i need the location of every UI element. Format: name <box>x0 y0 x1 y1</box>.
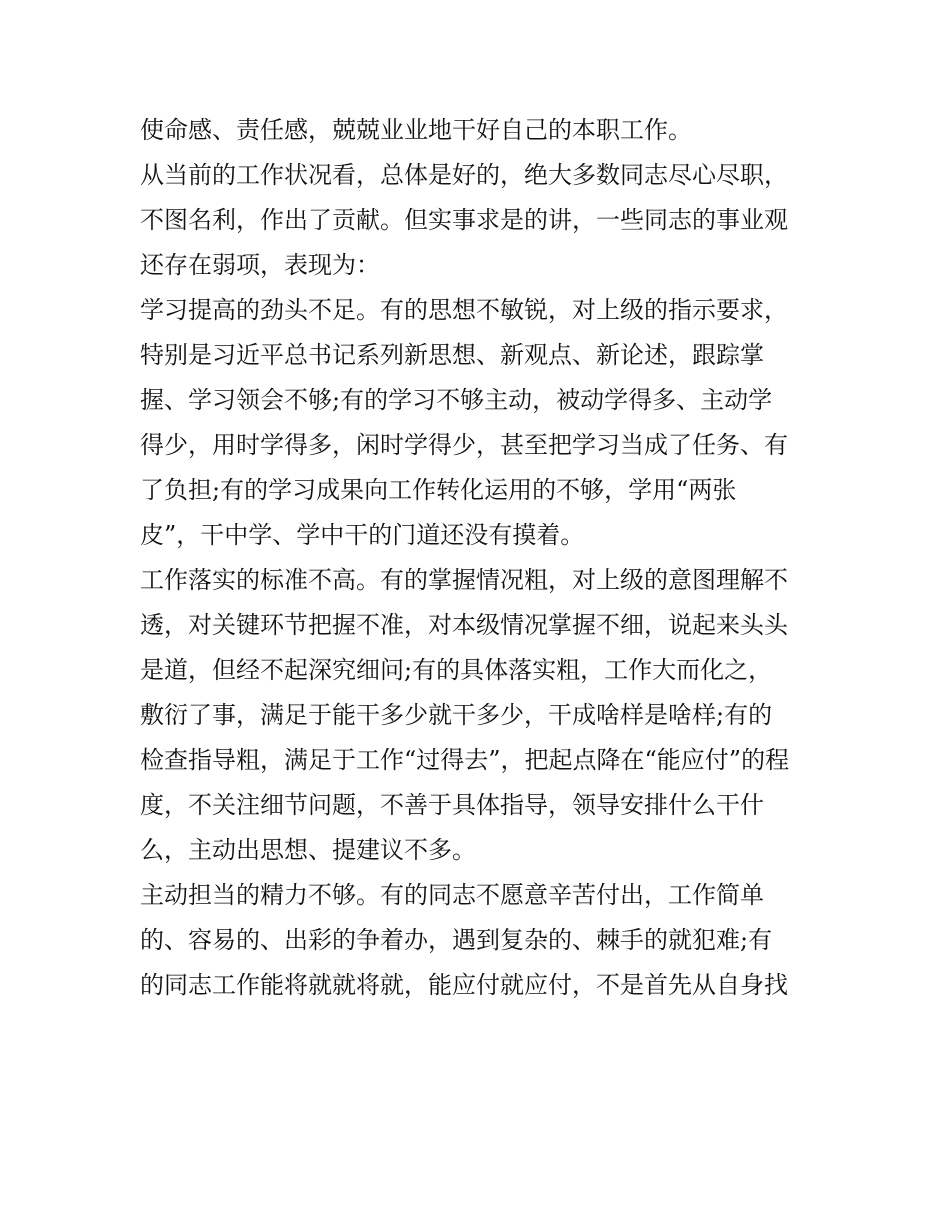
text-line: 么，主动出思想、提建议不多。 <box>140 836 476 864</box>
text-line: 工作落实的标准不高。有的掌握情况粗，对上级的意图理解不 <box>140 566 788 594</box>
text-line: 特别是习近平总书记系列新思想、新观点、新论述，跟踪掌 <box>140 341 764 369</box>
text-line: 透，对关键环节把握不准，对本级情况掌握不细，说起来头头 <box>140 611 788 639</box>
text-line: 主动担当的精力不够。有的同志不愿意辛苦付出，工作简单 <box>140 881 764 909</box>
body-text <box>140 108 820 1008</box>
text-line: 得少，用时学得多，闲时学得少，甚至把学习当成了任务、有 <box>140 431 788 459</box>
text-line: 的同志工作能将就就将就，能应付就应付，不是首先从自身找 <box>140 971 788 999</box>
text-line: 皮”，干中学、学中干的门道还没有摸着。 <box>140 521 585 549</box>
text-line: 的、容易的、出彩的争着办，遇到复杂的、棘手的就犯难;有 <box>140 926 773 954</box>
text-line: 使命感、责任感，兢兢业业地干好自己的本职工作。 <box>140 116 692 144</box>
text-line: 了负担;有的学习成果向工作转化运用的不够，学用“两张 <box>140 476 737 504</box>
text-line: 敷衍了事，满足于能干多少就干多少，干成啥样是啥样;有的 <box>140 701 773 729</box>
text-line: 还存在弱项，表现为： <box>140 251 380 279</box>
text-line: 学习提高的劲头不足。有的思想不敏锐，对上级的指示要求， <box>140 296 788 324</box>
text-line: 握、学习领会不够;有的学习不够主动，被动学得多、主动学 <box>140 386 773 414</box>
text-line: 不图名利，作出了贡献。但实事求是的讲，一些同志的事业观 <box>140 206 788 234</box>
text-line: 检查指导粗，满足于工作“过得去”，把起点降在“能应付”的程 <box>140 746 790 774</box>
text-line: 是道，但经不起深究细问;有的具体落实粗，工作大而化之， <box>140 656 773 684</box>
text-line: 从当前的工作状况看，总体是好的，绝大多数同志尽心尽职， <box>140 161 788 189</box>
text-line: 度，不关注细节问题，不善于具体指导，领导安排什么干什 <box>140 791 764 819</box>
